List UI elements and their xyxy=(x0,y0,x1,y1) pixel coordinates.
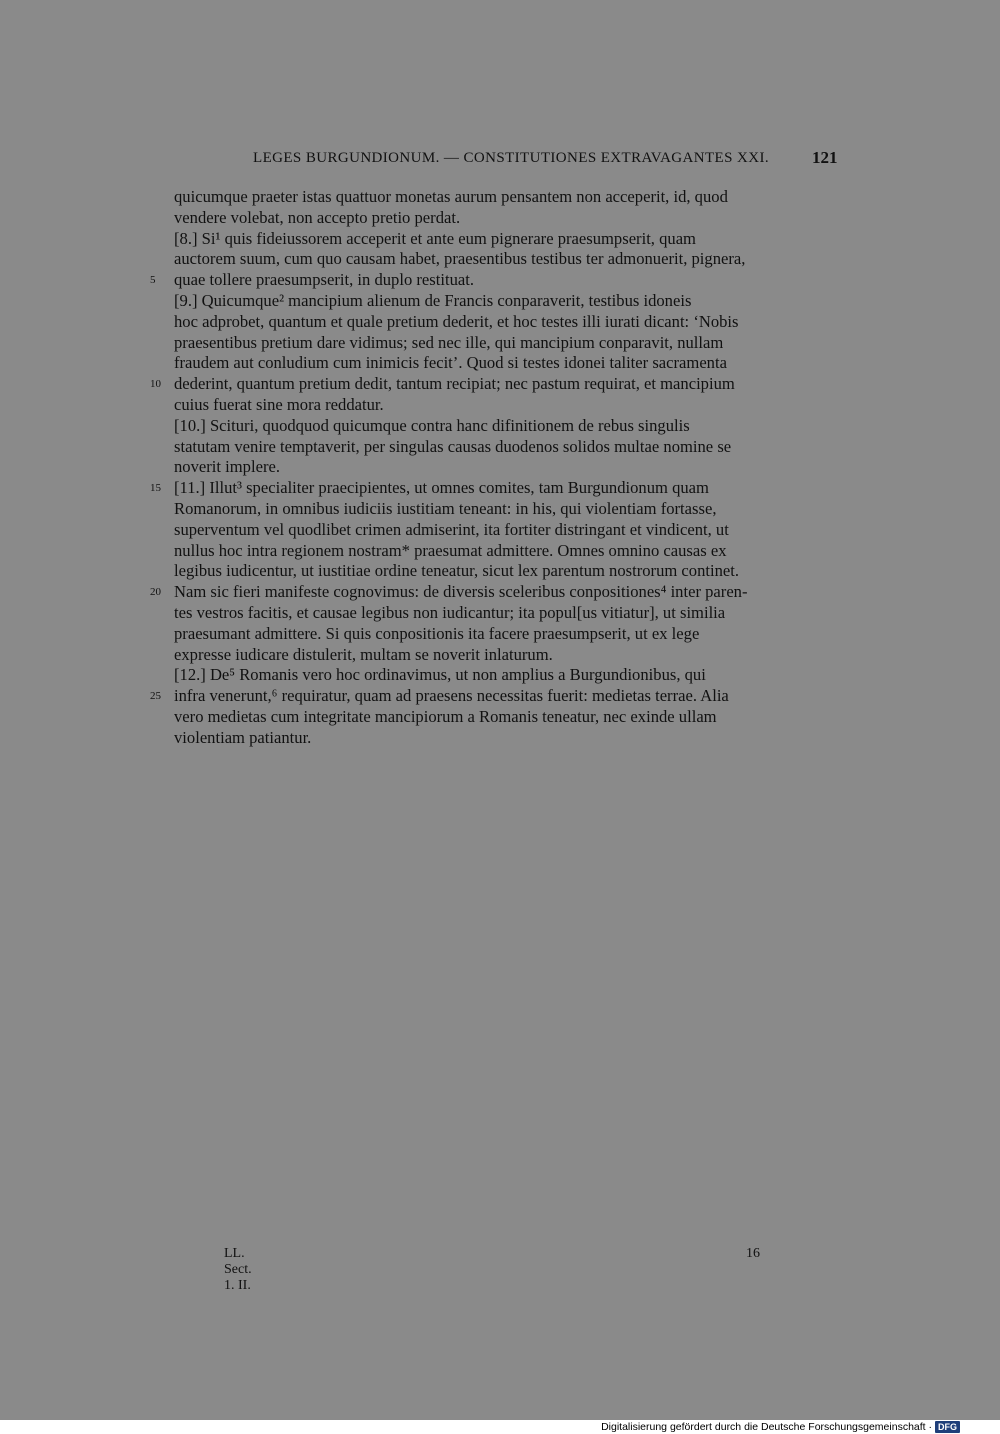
body-line: [9.] Quicumque² mancipium alienum de Francis conparaverit, testibus idoneis xyxy=(174,291,692,310)
body-line: quicumque praeter istas quattuor monetas aurum pensantem non acceperit, id, quod xyxy=(174,187,728,206)
body-line: vero medietas cum integritate mancipiorum a Romanis teneatur, nec exinde ullam xyxy=(174,707,717,726)
running-title: LEGES BURGUNDIONUM. — CONSTITUTIONES EXTRAVAGANTES XXI. xyxy=(253,150,770,166)
digitization-credit xyxy=(601,1420,960,1434)
body-line: cuius fuerat sine mora reddatur. xyxy=(174,395,384,414)
body-line: hoc adprobet, quantum et quale pretium dederit, et hoc testes illi iurati dicant: ‘Nobis xyxy=(174,311,739,331)
body-line: fraudem aut conludium cum inimicis fecit’. Quod si testes idonei taliter sacramenta xyxy=(174,353,727,373)
body-line: violentiam patiantur. xyxy=(174,727,312,747)
running-header xyxy=(0,150,1000,172)
body-line: Nam sic fieri manifeste cognovimus: de diversis sceleribus conpositiones⁴ inter paren- xyxy=(174,582,748,602)
body-line: noverit implere. xyxy=(174,457,280,477)
line-number: 10 xyxy=(150,378,161,391)
body-line: Romanorum, in omnibus iudiciis iustitiam teneant: in his, qui violentiam fortasse, xyxy=(174,499,717,518)
body-line: [10.] Scituri, quodquod quicumque contra hanc difinitionem de rebus singulis xyxy=(174,415,690,435)
body-line: nullus hoc intra regionem nostram* praesumat admittere. Omnes omnino causas ex xyxy=(174,540,727,560)
body-line: praesentibus pretium dare vidimus; sed nec ille, qui mancipium conparavit, nullam xyxy=(174,332,724,352)
line-number: 5 xyxy=(150,274,156,287)
body-line: [8.] Si¹ quis fideiussorem acceperit et ante eum pignerare praesumpserit, quam xyxy=(174,228,696,248)
sheet-number: 16 xyxy=(746,1246,760,1261)
signature-mark: LL. Sect. 1. II. xyxy=(224,1246,252,1293)
body-line: statutam venire temptaverit, per singulas causas duodenos solidos multae nomine se xyxy=(174,436,732,456)
line-number: 15 xyxy=(150,482,161,495)
line-number: 20 xyxy=(150,586,161,599)
page-number: 121 xyxy=(812,148,838,167)
body-line: vendere volebat, non accepto pretio perdat. xyxy=(174,207,461,227)
body-line: dederint, quantum pretium dedit, tantum recipiat; nec pastum requirat, et mancipium xyxy=(174,374,735,394)
body-line: praesumant admittere. Si quis conpositionis ita facere praesumpserit, ut ex lege xyxy=(174,623,700,643)
body-line: superventum vel quodlibet crimen admiserint, ita fortiter distringant et vindicent, ut xyxy=(174,519,729,539)
dfg-logo: DFG xyxy=(935,1421,960,1433)
body-line: expresse iudicare distulerit, multam se noverit inlaturum. xyxy=(174,644,553,664)
line-number: 25 xyxy=(150,690,161,703)
body-line: quae tollere praesumpserit, in duplo restituat. xyxy=(174,270,474,290)
credit-text: Digitalisierung gefördert durch die Deutsche Forschungsgemeinschaft · xyxy=(601,1421,932,1433)
body-line: legibus iudicentur, ut iustitiae ordine teneatur, sicut lex parentum nostrorum continet. xyxy=(174,561,740,581)
body-line: [12.] De⁵ Romanis vero hoc ordinavimus, ut non amplius a Burgundionibus, qui xyxy=(174,665,706,685)
body-line: auctorem suum, cum quo causam habet, praesentibus testibus ter admonuerit, pignera, xyxy=(174,249,746,269)
body-line: infra venerunt,⁶ requiratur, quam ad praesens necessitas fuerit: medietas terrae. Alia xyxy=(174,686,729,706)
body-line: tes vestros facitis, et causae legibus non iudicantur; ita popul[us vitiatur], ut similia xyxy=(174,603,726,622)
body-line: [11.] Illut³ specialiter praecipientes, ut omnes comites, tam Burgundionum quam xyxy=(174,478,709,498)
